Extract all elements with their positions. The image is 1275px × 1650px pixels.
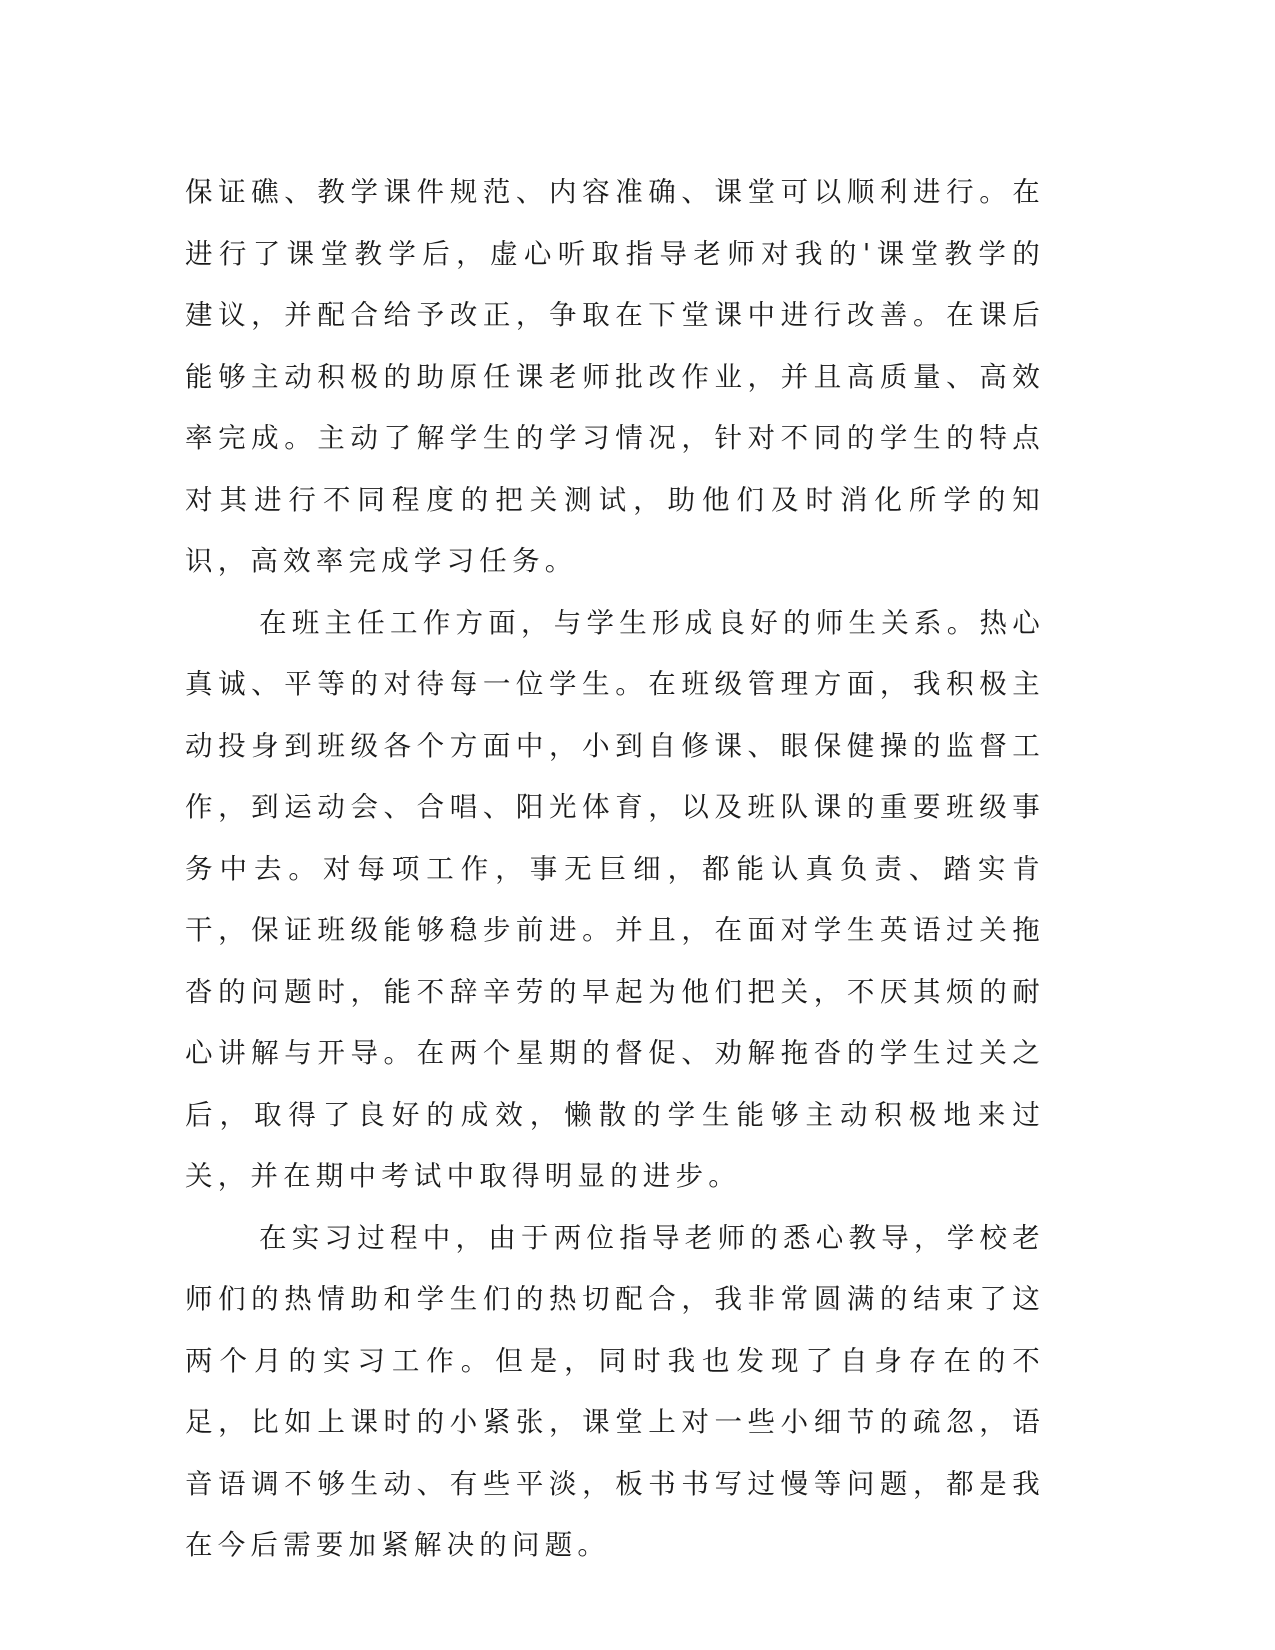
paragraph-class-management: 在班主任工作方面，与学生形成良好的师生关系。热心真诚、平等的对待每一位学生。在班级管理方面，我积极主动投身到班级各个方面中，小到自修课、眼保健操的监督工作，到运动会、合唱、阳光体育，以及班队课的重要班级事务中去。对每项工作，事无巨细，都能认真负责、踏实肯干，保证班级能够稳步前进。并且，在面对学生英语过关拖沓的问题时，能不辞辛劳的早起为他们把关，不厌其烦的耐心讲解与开导。在两个星期的督促、劝解拖沓的学生过关之后，取得了良好的成效，懒散的学生能够主动积极地来过关，并在期中考试中取得明显的进步。 <box>185 606 1045 1192</box>
document-body <box>185 162 1045 1577</box>
paragraph-summary: 在实习过程中，由于两位指导老师的悉心教导，学校老师们的热情助和学生们的热切配合，我非常圆满的结束了这两个月的实习工作。但是，同时我也发现了自身存在的不足，比如上课时的小紧张，课堂上对一些小细节的疏忽，语音语调不够生动、有些平淡，板书书写过慢等问题，都是我在今后需要加紧解决的问题。 <box>185 1221 1045 1561</box>
paragraph-teaching: 保证礁、教学课件规范、内容准确、课堂可以顺利进行。在进行了课堂教学后，虚心听取指导老师对我的'课堂教学的建议，并配合给予改正，争取在下堂课中进行改善。在课后能够主动积极的助原任课老师批改作业，并且高质量、高效率完成。主动了解学生的学习情况，针对不同的学生的特点对其进行不同程度的把关测试，助他们及时消化所学的知识，高效率完成学习任务。 <box>185 176 1045 577</box>
